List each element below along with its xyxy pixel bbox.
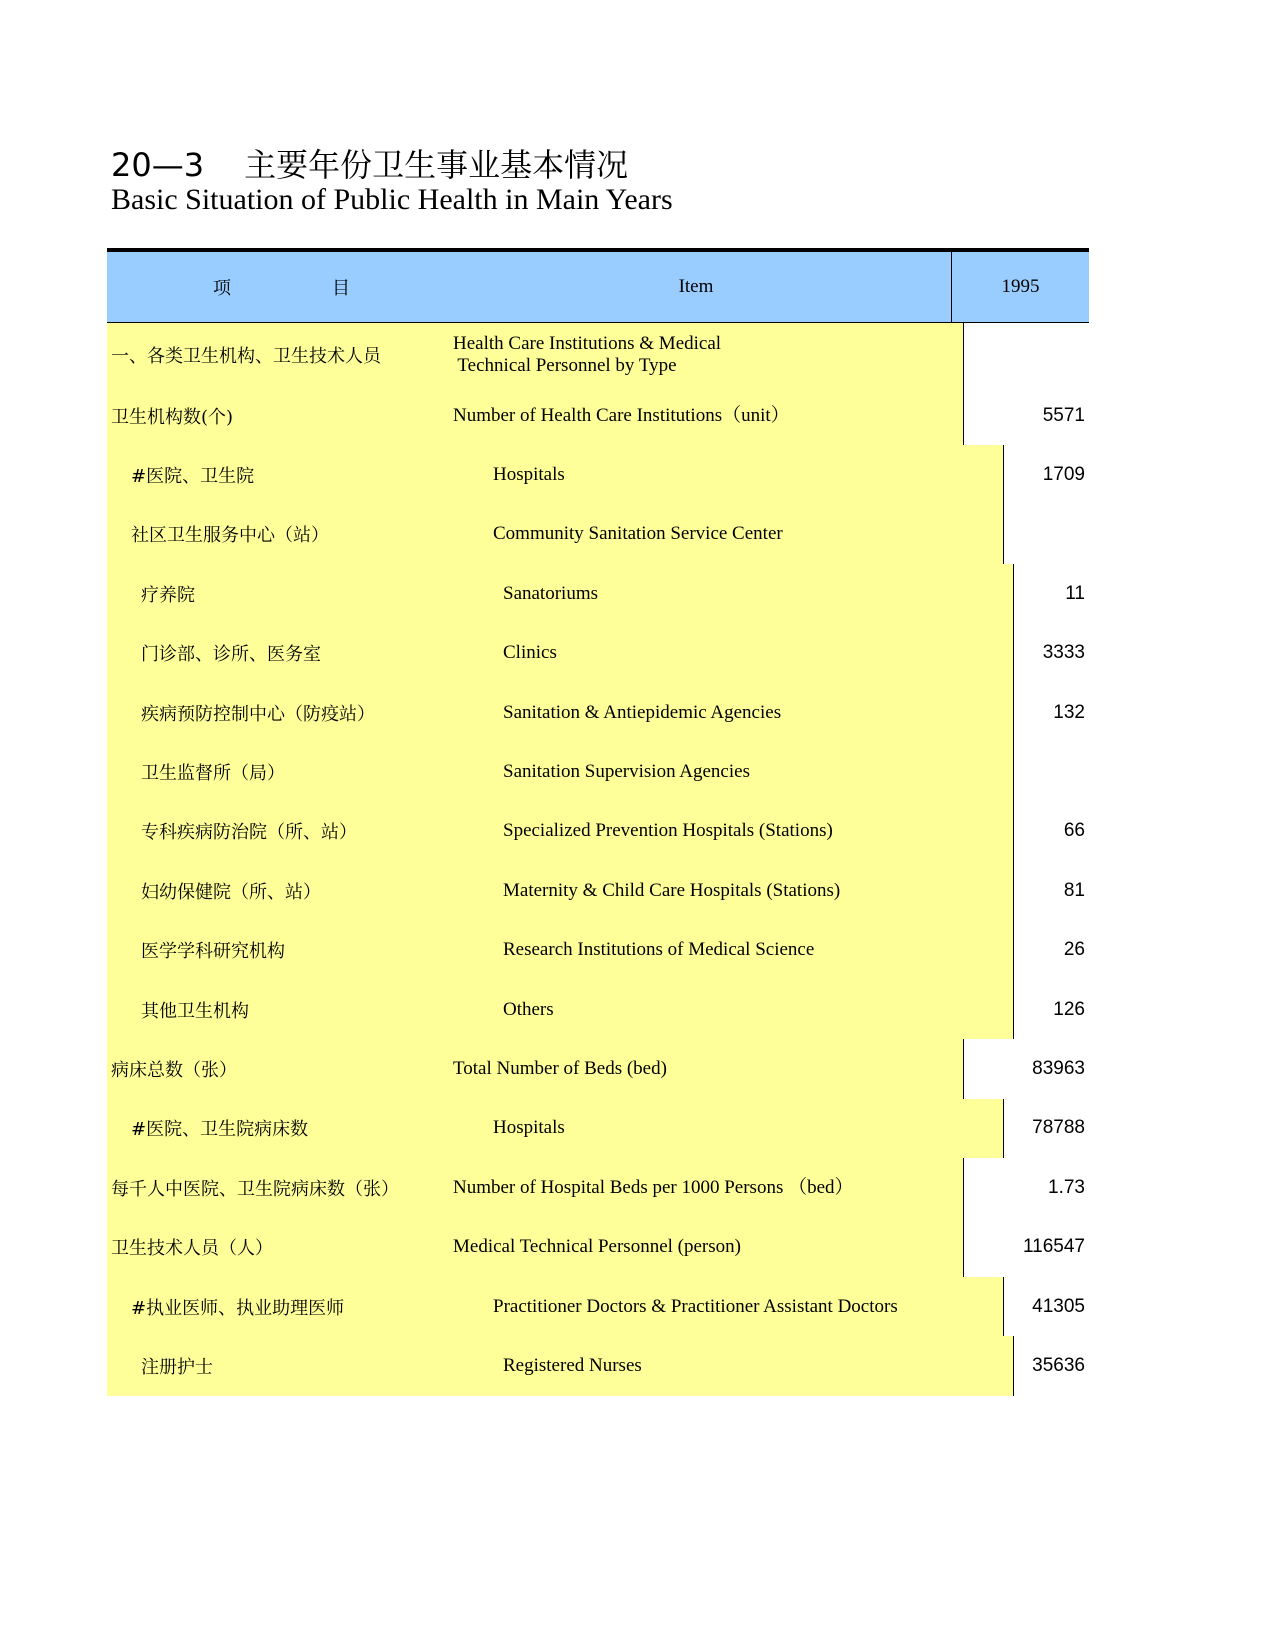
row-label-cn: #执业医师、执业助理医师 — [107, 1277, 465, 1336]
row-label-cn: 注册护士 — [107, 1336, 475, 1395]
row-label-en: Practitioner Doctors & Practitioner Assistant Doctors — [465, 1277, 1003, 1336]
header-item-en: Item — [678, 276, 714, 297]
row-value-1995: 26 — [1013, 921, 1089, 980]
table-row — [107, 445, 1089, 504]
row-label-cn: 卫生监督所（局） — [107, 742, 475, 801]
row-label-en: Hospitals — [465, 1099, 1003, 1158]
row-label-en: Medical Technical Personnel (person) — [445, 1217, 963, 1276]
row-label-cn: 每千人中医院、卫生院病床数（张） — [107, 1158, 445, 1217]
table-header — [107, 252, 1089, 323]
row-value-1995: 35636 — [1013, 1336, 1089, 1395]
table-number: 20—3 — [111, 146, 205, 184]
data-table — [107, 248, 1089, 1396]
table-row — [107, 742, 1089, 801]
row-value-1995 — [1013, 742, 1089, 801]
row-value-1995: 11 — [1013, 564, 1089, 623]
table-row — [107, 505, 1089, 564]
row-label-cn: #医院、卫生院 — [107, 445, 465, 504]
row-label-cn: 其他卫生机构 — [107, 980, 475, 1039]
row-value-1995: 5571 — [963, 386, 1089, 445]
row-label-cn: 疾病预防控制中心（防疫站） — [107, 683, 475, 742]
table-row — [107, 802, 1089, 861]
table-row — [107, 683, 1089, 742]
row-label-cn: 医学学科研究机构 — [107, 921, 475, 980]
table-row — [107, 323, 1089, 386]
row-label-en: Health Care Institutions & Medical Technical Personnel by Type — [445, 323, 963, 386]
row-label-cn: 专科疾病防治院（所、站） — [107, 802, 475, 861]
title-chinese: 主要年份卫生事业基本情况 — [244, 146, 629, 184]
row-label-en: Registered Nurses — [475, 1336, 1013, 1395]
row-label-cn: 一、各类卫生机构、卫生技术人员 — [107, 323, 445, 386]
row-label-cn: 妇幼保健院（所、站） — [107, 861, 475, 920]
table-row — [107, 624, 1089, 683]
row-value-1995: 1.73 — [963, 1158, 1089, 1217]
row-label-en: Others — [475, 980, 1013, 1039]
row-label-en: Sanitation & Antiepidemic Agencies — [475, 683, 1013, 742]
row-label-cn: 社区卫生服务中心（站） — [107, 505, 465, 564]
row-value-1995: 83963 — [963, 1039, 1089, 1098]
table-row — [107, 861, 1089, 920]
row-label-en: Sanitation Supervision Agencies — [475, 742, 1013, 801]
table-row — [107, 564, 1089, 623]
row-value-1995: 81 — [1013, 861, 1089, 920]
table-row — [107, 386, 1089, 445]
table-row — [107, 1277, 1089, 1336]
table-row — [107, 1336, 1089, 1395]
row-label-en: Number of Health Care Institutions（unit） — [445, 386, 963, 445]
row-value-1995 — [963, 323, 1089, 386]
row-value-1995: 78788 — [1003, 1099, 1089, 1158]
header-item-cn-1: 项 — [213, 278, 231, 299]
table-number-title — [111, 140, 628, 186]
row-label-en: Specialized Prevention Hospitals (Stations) — [475, 802, 1013, 861]
row-value-1995: 41305 — [1003, 1277, 1089, 1336]
table-row — [107, 921, 1089, 980]
row-label-cn: 卫生机构数(个) — [107, 386, 445, 445]
title-english: Basic Situation of Public Health in Main Years — [111, 183, 673, 216]
row-label-en: Clinics — [475, 624, 1013, 683]
header-year: 1995 — [951, 252, 1089, 322]
row-label-en: Total Number of Beds (bed) — [445, 1039, 963, 1098]
row-label-en: Sanatoriums — [475, 564, 1013, 623]
row-label-cn: 卫生技术人员（人） — [107, 1217, 445, 1276]
row-label-en: Research Institutions of Medical Science — [475, 921, 1013, 980]
row-label-en: Number of Hospital Beds per 1000 Persons （bed） — [445, 1158, 963, 1217]
row-value-1995: 116547 — [963, 1217, 1089, 1276]
row-label-cn: #医院、卫生院病床数 — [107, 1099, 465, 1158]
row-value-1995: 126 — [1013, 980, 1089, 1039]
row-label-en: Hospitals — [465, 445, 1003, 504]
header-item-cn — [107, 252, 441, 322]
row-value-1995: 132 — [1013, 683, 1089, 742]
table-row — [107, 1158, 1089, 1217]
table-row — [107, 1217, 1089, 1276]
table-row — [107, 980, 1089, 1039]
row-value-1995: 3333 — [1013, 624, 1089, 683]
table-row — [107, 1099, 1089, 1158]
row-label-cn: 门诊部、诊所、医务室 — [107, 624, 475, 683]
row-value-1995 — [1003, 505, 1089, 564]
row-label-en: Maternity & Child Care Hospitals (Stations) — [475, 861, 1013, 920]
row-value-1995: 66 — [1013, 802, 1089, 861]
row-value-1995: 1709 — [1003, 445, 1089, 504]
header-item-cn-2: 目 — [332, 278, 350, 299]
row-label-en: Community Sanitation Service Center — [465, 505, 1003, 564]
table-body — [107, 323, 1089, 1396]
row-label-cn: 疗养院 — [107, 564, 475, 623]
row-label-cn: 病床总数（张） — [107, 1039, 445, 1098]
table-row — [107, 1039, 1089, 1098]
